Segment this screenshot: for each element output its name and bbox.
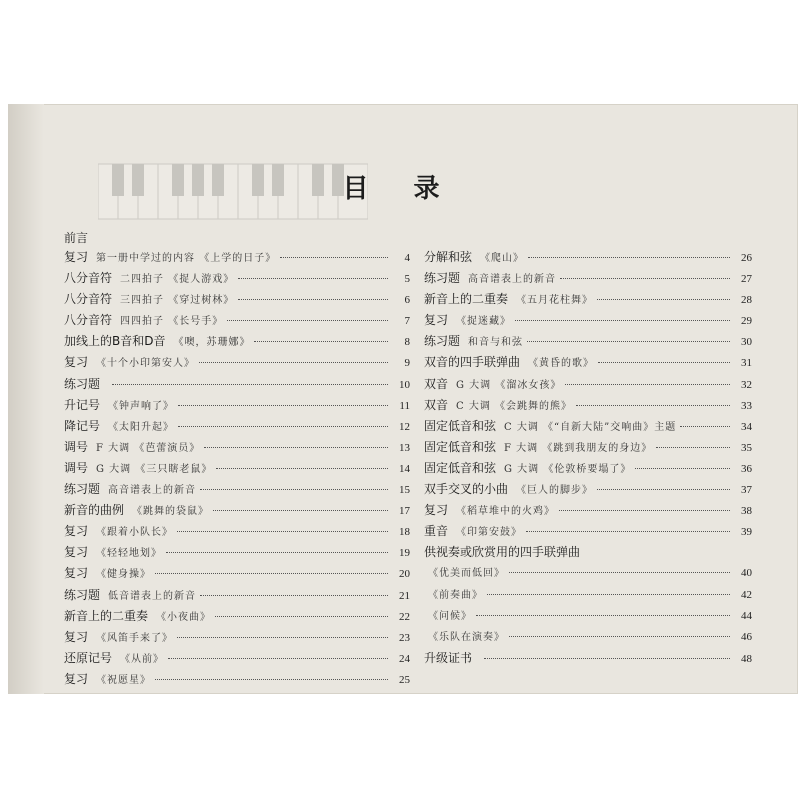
toc-entry-description: 《健身操》 bbox=[96, 569, 152, 581]
toc-entry bbox=[64, 332, 410, 353]
toc-entry-keyword: 加线上的B音和D音 bbox=[64, 334, 166, 349]
toc-entry-page-number: 34 bbox=[741, 420, 752, 433]
toc-entry-page-number: 42 bbox=[741, 588, 752, 601]
toc-entry bbox=[424, 332, 752, 353]
toc-entry bbox=[424, 353, 752, 374]
dot-leader bbox=[635, 468, 730, 469]
toc-entry-keyword: 练习题 bbox=[64, 376, 101, 391]
toc-entry bbox=[64, 290, 410, 311]
toc-entry-description: 《小夜曲》 bbox=[156, 611, 212, 623]
toc-entry-keyword: 双音 bbox=[424, 397, 449, 412]
toc-entry-page-number: 22 bbox=[399, 610, 410, 623]
toc-entry-description: F 大调 《芭蕾演员》 bbox=[96, 442, 201, 454]
toc-entry bbox=[424, 522, 752, 543]
dot-leader bbox=[576, 405, 730, 406]
dot-leader bbox=[598, 362, 730, 363]
dot-leader bbox=[680, 426, 730, 427]
dot-leader bbox=[155, 573, 388, 574]
toc-entry-description: 《跳舞的袋鼠》 bbox=[132, 506, 210, 518]
toc-entry-description: 《跟着小队长》 bbox=[96, 527, 174, 539]
toc-entry bbox=[424, 649, 752, 670]
toc-entry bbox=[424, 459, 752, 480]
toc-entry-page-number: 6 bbox=[404, 294, 410, 307]
dot-leader bbox=[166, 552, 388, 553]
dot-leader bbox=[200, 489, 388, 490]
toc-entry-page-number: 32 bbox=[741, 378, 752, 391]
dot-leader bbox=[177, 637, 388, 638]
toc-entry-keyword: 复习 bbox=[424, 503, 449, 518]
toc-entry bbox=[424, 501, 752, 522]
toc-entry-page-number: 37 bbox=[741, 484, 752, 497]
dot-leader bbox=[227, 320, 388, 321]
dot-leader bbox=[168, 658, 388, 659]
toc-entry bbox=[424, 438, 752, 459]
toc-entry-description: 《五月花柱舞》 bbox=[516, 295, 594, 307]
toc-entry-page-number: 21 bbox=[399, 589, 410, 602]
toc-entry bbox=[64, 248, 410, 269]
toc-entry-description: F 大调 《跳到我朋友的身边》 bbox=[504, 442, 653, 454]
toc-entry-keyword: 复习 bbox=[64, 671, 89, 686]
toc-entry-description: 三四拍子 《穿过树林》 bbox=[120, 295, 235, 307]
toc-entry-keyword: 双手交叉的小曲 bbox=[424, 482, 509, 497]
dot-leader bbox=[254, 341, 388, 342]
dot-leader bbox=[215, 616, 388, 617]
toc-entry bbox=[64, 353, 410, 374]
dot-leader bbox=[527, 341, 730, 342]
toc-entry-keyword: 复习 bbox=[64, 355, 89, 370]
toc-entry-page-number: 13 bbox=[399, 441, 410, 454]
dot-leader bbox=[597, 489, 730, 490]
toc-entry-keyword: 八分音符 bbox=[64, 313, 113, 328]
dot-leader bbox=[515, 320, 730, 321]
dot-leader bbox=[238, 278, 388, 279]
toc-entry-keyword: 调号 bbox=[64, 460, 89, 475]
toc-entry-description: 《问候》 bbox=[428, 610, 472, 622]
toc-entry-keyword: 八分音符 bbox=[64, 292, 113, 307]
toc-entry-page-number: 40 bbox=[741, 567, 752, 580]
toc-entry-keyword: 练习题 bbox=[424, 271, 461, 286]
toc-left-column bbox=[64, 248, 410, 691]
toc-entry-keyword: 升记号 bbox=[64, 397, 101, 412]
toc-entry-description: 《优美而低回》 bbox=[428, 568, 505, 580]
dot-leader bbox=[213, 510, 388, 511]
toc-entry-page-number: 33 bbox=[741, 399, 752, 412]
toc-entry-keyword: 固定低音和弦 bbox=[424, 460, 497, 475]
toc-entry-description: 高音谱表上的新音 bbox=[468, 274, 557, 286]
dot-leader bbox=[487, 594, 730, 595]
toc-entry-page-number: 23 bbox=[399, 631, 410, 644]
toc-entry-description: 《爬山》 bbox=[480, 253, 525, 264]
toc-entry-page-number: 26 bbox=[741, 252, 752, 264]
toc-entry-page-number: 9 bbox=[404, 357, 410, 370]
dot-leader bbox=[155, 679, 388, 680]
toc-entry-keyword: 新音上的二重奏 bbox=[424, 292, 509, 307]
toc-entry-description: 《风笛手来了》 bbox=[96, 632, 174, 644]
dot-leader bbox=[178, 405, 388, 406]
toc-entry-keyword: 复习 bbox=[64, 524, 89, 539]
dot-leader bbox=[280, 257, 388, 258]
dot-leader bbox=[484, 658, 730, 659]
toc-entry-keyword: 复习 bbox=[424, 313, 449, 328]
toc-entry bbox=[424, 628, 752, 649]
toc-entry-keyword: 调号 bbox=[64, 439, 89, 454]
toc-entry-page-number: 36 bbox=[741, 462, 752, 475]
dot-leader bbox=[565, 384, 730, 385]
toc-entry-description: C 大调 《“自新大陆”交响曲》主题 bbox=[504, 421, 677, 433]
toc-entry bbox=[64, 607, 410, 628]
dot-leader bbox=[528, 257, 730, 258]
toc-entry-keyword: 复习 bbox=[64, 250, 89, 264]
dot-leader bbox=[509, 572, 730, 573]
dot-leader bbox=[177, 531, 388, 532]
toc-entry-description: 《稻草堆中的火鸡》 bbox=[456, 506, 556, 518]
toc-entry-description: G 大调 《三只瞎老鼠》 bbox=[96, 463, 213, 475]
toc-entry bbox=[424, 564, 752, 585]
toc-right-column bbox=[424, 248, 752, 670]
toc-entry bbox=[64, 501, 410, 522]
toc-entry-description: 《祝愿星》 bbox=[96, 674, 152, 686]
toc-entry bbox=[424, 480, 752, 501]
toc-entry-description: 低音谱表上的新音 bbox=[108, 590, 197, 602]
toc-entry bbox=[424, 290, 752, 311]
dot-leader bbox=[560, 278, 730, 279]
toc-entry-description: 《太阳升起》 bbox=[108, 421, 175, 433]
toc-entry-keyword: 升级证书 bbox=[424, 650, 473, 665]
toc-entry bbox=[424, 311, 752, 332]
toc-entry bbox=[424, 396, 752, 417]
toc-entry-page-number: 18 bbox=[399, 526, 410, 539]
toc-entry bbox=[424, 543, 752, 564]
toc-entry-page-number: 10 bbox=[399, 378, 410, 391]
dot-leader bbox=[526, 531, 730, 532]
toc-entry-page-number: 28 bbox=[741, 294, 752, 307]
toc-entry-page-number: 17 bbox=[399, 505, 410, 518]
dot-leader bbox=[200, 595, 388, 596]
toc-entry-page-number: 48 bbox=[741, 652, 752, 665]
toc-entry bbox=[64, 649, 410, 670]
toc-entry bbox=[64, 396, 410, 417]
toc-entry-description: 高音谱表上的新音 bbox=[108, 485, 197, 497]
toc-entry bbox=[64, 459, 410, 480]
toc-entry-page-number: 35 bbox=[741, 441, 752, 454]
toc-entry-keyword: 分解和弦 bbox=[424, 250, 473, 264]
toc-entry-page-number: 7 bbox=[404, 315, 410, 328]
toc-entry-description: 《捉迷藏》 bbox=[456, 316, 512, 328]
toc-entry-description: 《前奏曲》 bbox=[428, 589, 483, 601]
toc-entry-page-number: 46 bbox=[741, 630, 752, 643]
toc-entry-description: G 大调 《溜冰女孩》 bbox=[456, 379, 562, 391]
toc-entry-page-number: 38 bbox=[741, 505, 752, 518]
toc-entry-page-number: 11 bbox=[399, 399, 410, 412]
toc-entry bbox=[64, 375, 410, 396]
toc-entry-description: 《乐队在演奏》 bbox=[428, 631, 505, 643]
toc-entry-keyword: 双音 bbox=[424, 376, 449, 391]
toc-entry-description: 二四拍子 《捉人游戏》 bbox=[120, 274, 235, 286]
toc-entry-description: 《轻轻地划》 bbox=[96, 548, 163, 560]
toc-entry-description: G 大调 《伦敦桥要塌了》 bbox=[504, 463, 632, 475]
toc-entry bbox=[64, 670, 410, 691]
toc-entry bbox=[424, 607, 752, 628]
dot-leader bbox=[476, 615, 730, 616]
toc-entry-page-number: 8 bbox=[404, 336, 410, 349]
dot-leader bbox=[559, 510, 730, 511]
toc-entry bbox=[64, 269, 410, 290]
toc-entry-page-number: 27 bbox=[741, 273, 752, 286]
toc-entry-page-number: 25 bbox=[399, 673, 410, 686]
toc-entry-keyword: 练习题 bbox=[64, 482, 101, 497]
toc-entry bbox=[424, 269, 752, 290]
toc-entry-description: 第一册中学过的内容 《上学的日子》 bbox=[96, 253, 277, 264]
toc-entry-description: 《印第安鼓》 bbox=[456, 527, 523, 539]
dot-leader bbox=[178, 426, 388, 427]
toc-entry-keyword: 新音上的二重奏 bbox=[64, 608, 149, 623]
toc-entry-keyword: 复习 bbox=[64, 545, 89, 560]
dot-leader bbox=[656, 447, 730, 448]
toc-entry bbox=[64, 480, 410, 501]
toc-entry-page-number: 12 bbox=[399, 420, 410, 433]
dot-leader bbox=[199, 362, 388, 363]
toc-entry-page-number: 44 bbox=[741, 609, 752, 622]
dot-leader bbox=[509, 636, 730, 637]
toc-entry-keyword: 固定低音和弦 bbox=[424, 418, 497, 433]
toc-entry-keyword: 固定低音和弦 bbox=[424, 439, 497, 454]
dot-leader bbox=[597, 299, 730, 300]
toc-entry-page-number: 39 bbox=[741, 526, 752, 539]
toc-entry-description: 四四拍子 《长号手》 bbox=[120, 316, 224, 328]
dot-leader bbox=[112, 384, 388, 385]
toc-entry-keyword: 还原记号 bbox=[64, 650, 113, 665]
toc-entry-keyword: 降记号 bbox=[64, 418, 101, 433]
toc-entry bbox=[424, 248, 752, 269]
toc-entry bbox=[64, 543, 410, 564]
toc-entry bbox=[64, 522, 410, 543]
page-title: 目 录 bbox=[342, 174, 458, 204]
dot-leader bbox=[204, 447, 388, 448]
toc-entry bbox=[64, 628, 410, 649]
toc-entry-page-number: 4 bbox=[404, 252, 410, 264]
dot-leader bbox=[238, 299, 388, 300]
toc-entry-keyword: 复习 bbox=[64, 566, 89, 581]
toc-entry bbox=[424, 417, 752, 438]
toc-entry-description: 《巨人的脚步》 bbox=[516, 485, 594, 497]
toc-entry-description: 《钟声响了》 bbox=[108, 400, 175, 412]
toc-entry-page-number: 5 bbox=[404, 273, 410, 286]
toc-entry-keyword: 新音的曲例 bbox=[64, 503, 125, 518]
toc-entry bbox=[424, 375, 752, 396]
preface-entry: 前言 bbox=[64, 231, 89, 245]
toc-entry-keyword: 八分音符 bbox=[64, 271, 113, 286]
toc-entry bbox=[64, 564, 410, 585]
toc-entry bbox=[424, 586, 752, 607]
toc-entry-description: 《从前》 bbox=[120, 653, 165, 665]
toc-entry bbox=[64, 438, 410, 459]
toc-entry-page-number: 30 bbox=[741, 336, 752, 349]
toc-entry bbox=[64, 311, 410, 332]
toc-entry-description: 《十个小印第安人》 bbox=[96, 358, 196, 370]
toc-entry bbox=[64, 417, 410, 438]
toc-entry-page-number: 20 bbox=[399, 568, 410, 581]
toc-entry-keyword: 供视奏或欣赏用的四手联弹曲 bbox=[424, 545, 581, 560]
toc-entry-description: 《噢，苏珊娜》 bbox=[173, 337, 251, 349]
toc-entry-keyword: 练习题 bbox=[64, 587, 101, 602]
toc-entry-description: C 大调 《会跳舞的熊》 bbox=[456, 400, 573, 412]
toc-entry-description: 和音与和弦 bbox=[468, 337, 524, 349]
toc-entry-keyword: 练习题 bbox=[424, 334, 461, 349]
toc-entry bbox=[64, 586, 410, 607]
toc-entry-page-number: 29 bbox=[741, 315, 752, 328]
toc-entry-keyword: 重音 bbox=[424, 524, 449, 539]
toc-entry-page-number: 31 bbox=[741, 357, 752, 370]
toc-entry-keyword: 复习 bbox=[64, 629, 89, 644]
toc-entry-description: 《黄昏的歌》 bbox=[528, 358, 595, 370]
toc-entry-page-number: 24 bbox=[399, 652, 410, 665]
toc-entry-page-number: 15 bbox=[399, 484, 410, 497]
toc-entry-page-number: 19 bbox=[399, 547, 410, 560]
toc-entry-keyword: 双音的四手联弹曲 bbox=[424, 355, 521, 370]
toc-entry-page-number: 14 bbox=[399, 462, 410, 475]
dot-leader bbox=[216, 468, 388, 469]
